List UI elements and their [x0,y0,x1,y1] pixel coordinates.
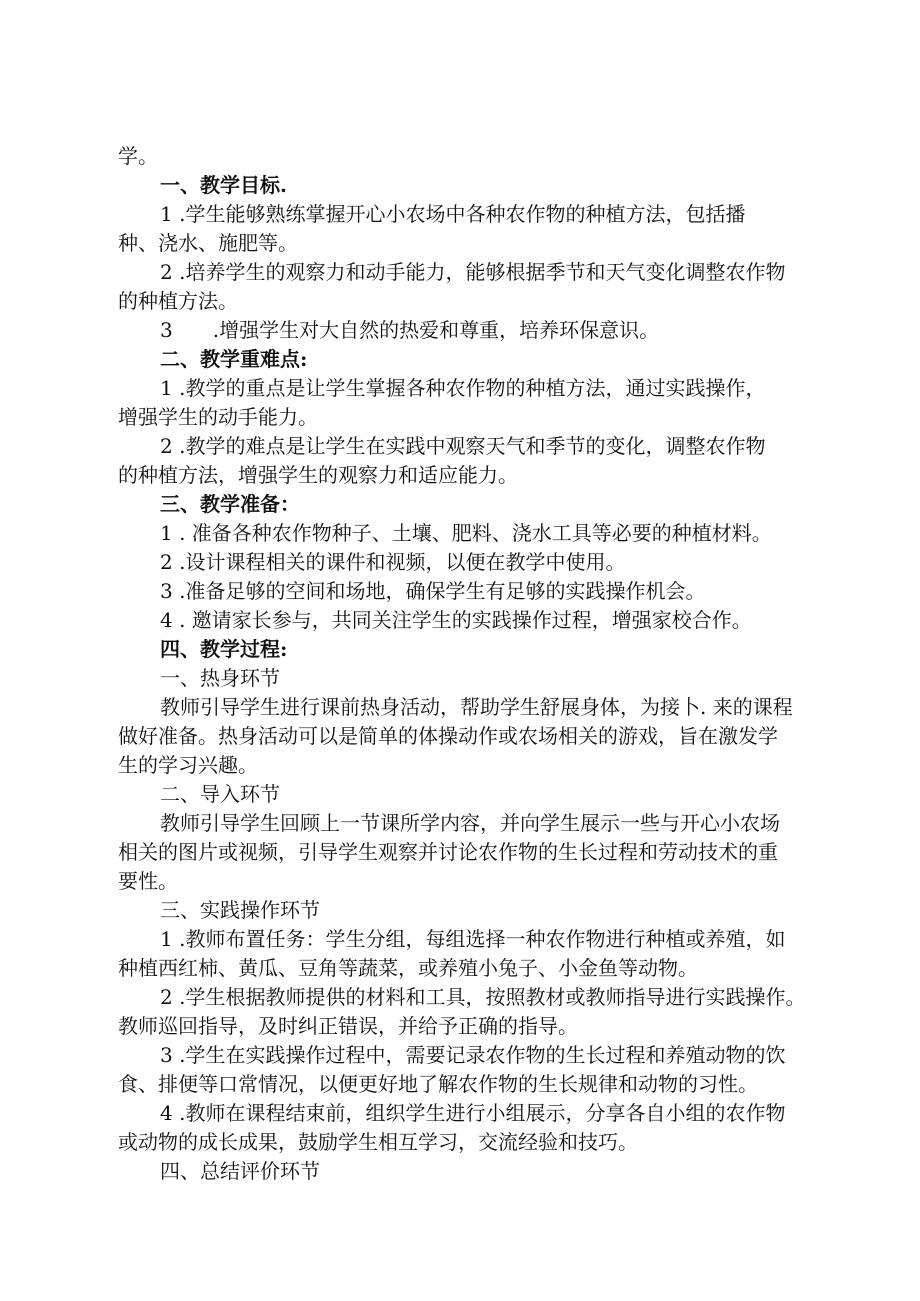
text-line: 要性。 [118,869,178,893]
text-line: 2 .设计课程相关的课件和视频，以便在教学中使用。 [160,550,626,574]
text-line: 教师引导学生进行课前热身活动，帮助学生舒展身体，为接卜. 来的课程 [160,695,793,719]
subsection-heading: 三、实践操作环节 [160,898,320,922]
section-heading: 二、教学重难点: [160,347,308,371]
text-line: 增强学生的动手能力。 [118,405,318,429]
text-line: 教师引导学生回顾上一节课所学内容，并向学生展示一些与开心小农场 [160,811,780,835]
text-line: 4 .教师在课程结束前，组织学生进行小组展示，分享各自小组的农作物 [160,1101,786,1125]
text-line: 2 .学生根据教师提供的材料和工具，按照教材或教师指导进行实践操作。 [160,985,806,1009]
text-line: 1 .教学的重点是让学生掌握各种农作物的种植方法，通过实践操作， [160,376,766,400]
section-heading: 三、教学准备： [160,492,300,516]
text-line: 的种植方法，增强学生的观察力和适应能力。 [118,463,518,487]
subsection-heading: 一、热身环节 [160,666,280,690]
text-line: 1 . 准备各种农作物种子、土壤、肥料、浇水工具等必要的种植材料。 [160,521,772,545]
text-line: 相关的图片或视频，引导学生观察并讨论农作物的生长过程和劳动技术的重 [118,840,778,864]
text-line: 3 .准备足够的空间和场地，确保学生有足够的实践操作机会。 [160,579,706,603]
subsection-heading: 二、导入环节 [160,782,280,806]
text-line: 做好准备。热身活动可以是简单的体操动作或农场相关的游戏，旨在激发学 [118,724,778,748]
text-line: 或动物的成长成果，鼓励学生相互学习，交流经验和技巧。 [118,1130,638,1154]
text-line: 4 . 邀请家长参与，共同关注学生的实践操作过程，增强家校合作。 [160,608,752,632]
section-heading: 四、教学过程: [160,637,288,661]
text-line: 2 .培养学生的观察力和动手能力，能够根据季节和天气变化调整农作物 [160,260,786,284]
section-heading: 一、教学目标. [160,173,287,197]
text-line: 3 .学生在实践操作过程中，需要记录农作物的生长过程和养殖动物的饮 [160,1043,786,1067]
text-line: 种植西红柿、黄瓜、豆角等蔬菜，或养殖小兔子、小金鱼等动物。 [118,956,698,980]
text-line: 学。 [118,144,158,168]
text-line: 1 .学生能够熟练掌握开心小农场中各种农作物的种植方法，包括播 [160,202,746,226]
document-body [0,142,920,1186]
text-line: 2 .教学的难点是让学生在实践中观察天气和季节的变化，调整农作物 [160,434,766,458]
text-line: 生的学习兴趣。 [118,753,258,777]
text-line: 教师巡回指导，及时纠正错误，并给予正确的指导。 [118,1014,578,1038]
text-line: 食、排便等口常情况，以便更好地了解农作物的生长规律和动物的习性。 [118,1072,758,1096]
text-line: 种、浇水、施肥等。 [118,231,298,255]
text-line: 1 .教师布置任务：学生分组，每组选择一种农作物进行种植或养殖，如 [160,927,786,951]
text-line: 的种植方法。 [118,289,238,313]
subsection-heading: 四、总结评价环节 [160,1159,320,1183]
text-line: 3 .增强学生对大自然的热爱和尊重，培养环保意识。 [160,318,660,342]
